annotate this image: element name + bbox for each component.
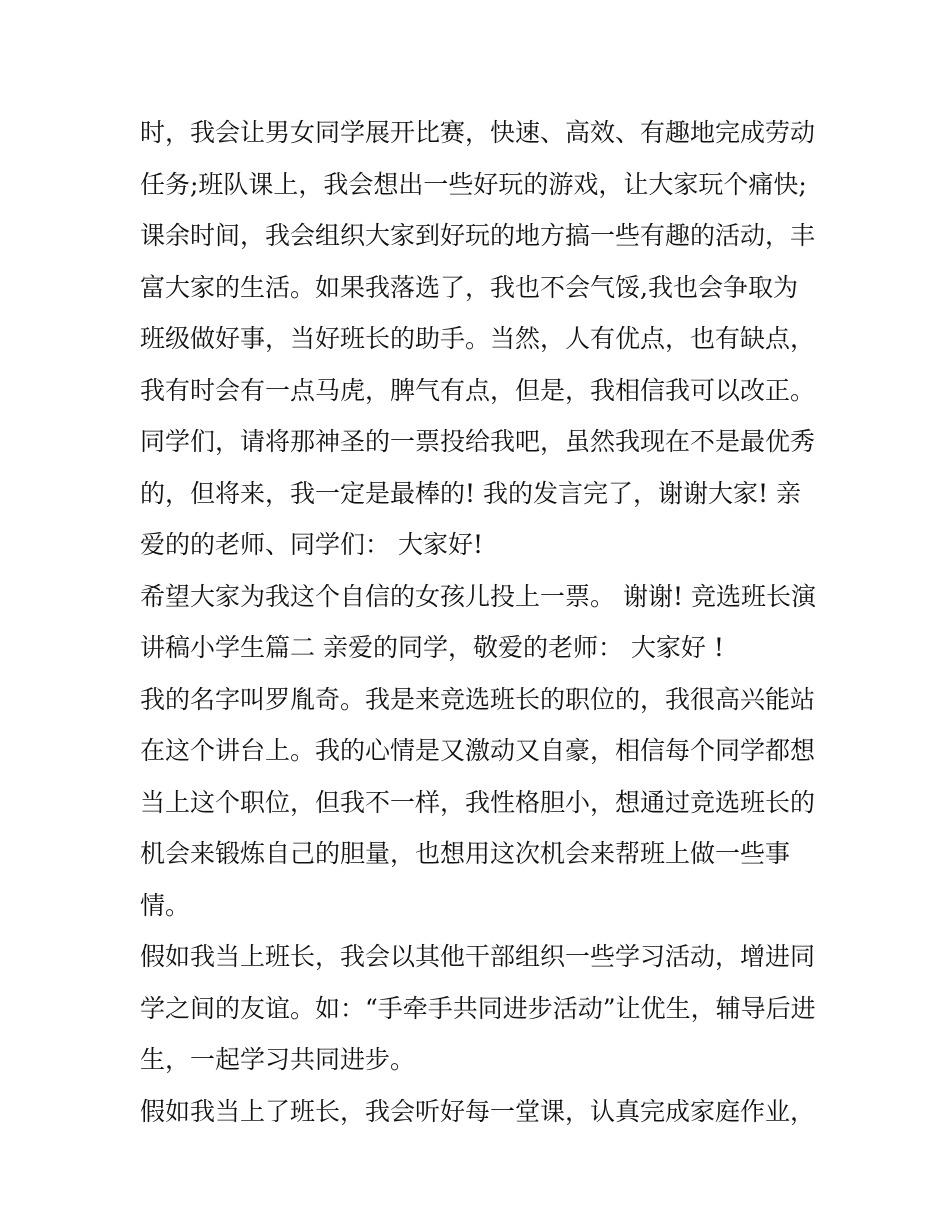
text-line: 在这个讲台上。我的心情是又激动又自豪，相信每个同学都想 xyxy=(140,736,816,765)
text-line: 讲稿小学生篇二 亲爱的同学，敬爱的老师： 大家好 ! xyxy=(140,633,724,662)
text-line: 班级做好事，当好班长的助手。当然，人有优点，也有缺点， xyxy=(140,324,816,353)
body-text xyxy=(140,107,830,1137)
text-line: 情。 xyxy=(140,890,191,920)
text-line: 机会来锻炼自己的胆量，也想用这次机会来帮班上做一些事 xyxy=(140,839,791,868)
text-line: 我的名字叫罗胤奇。我是来竞选班长的职位的，我很高兴能站 xyxy=(140,684,816,714)
text-line: 当上这个职位，但我不一样，我性格胆小，想通过竞选班长的 xyxy=(140,787,816,817)
text-line: 假如我当上了班长，我会听好每一堂课，认真完成家庭作业， xyxy=(140,1096,816,1126)
text-line: 富大家的生活。如果我落选了，我也不会气馁,我也会争取为 xyxy=(140,272,798,302)
text-line: 生，一起学习共同进步。 xyxy=(140,1045,416,1074)
text-line: 时，我会让男女同学展开比赛，快速、高效、有趣地完成劳动 xyxy=(140,118,816,147)
text-line: 同学们，请将那神圣的一票投给我吧，虽然我现在不是最优秀 xyxy=(140,427,816,456)
text-line: 希望大家为我这个自信的女孩儿投上一票。 谢谢! 竞选班长演 xyxy=(140,581,816,611)
text-line: 爱的的老师、同学们： 大家好! xyxy=(140,530,483,559)
text-line: 假如我当上班长，我会以其他干部组织一些学习活动，增进同 xyxy=(140,942,816,971)
text-line: 任务;班队课上，我会想出一些好玩的游戏，让大家玩个痛快; xyxy=(140,169,807,199)
text-line: 学之间的友谊。如：“手牵手共同进步活动”让优生，辅导后进 xyxy=(140,993,816,1023)
text-line: 的，但将来，我一定是最棒的! 我的发言完了，谢谢大家! 亲 xyxy=(140,478,801,508)
text-line: 我有时会有一点马虎，脾气有点，但是，我相信我可以改正。 xyxy=(140,375,816,405)
text-line: 课余时间，我会组织大家到好玩的地方搞一些有趣的活动，丰 xyxy=(140,221,816,250)
